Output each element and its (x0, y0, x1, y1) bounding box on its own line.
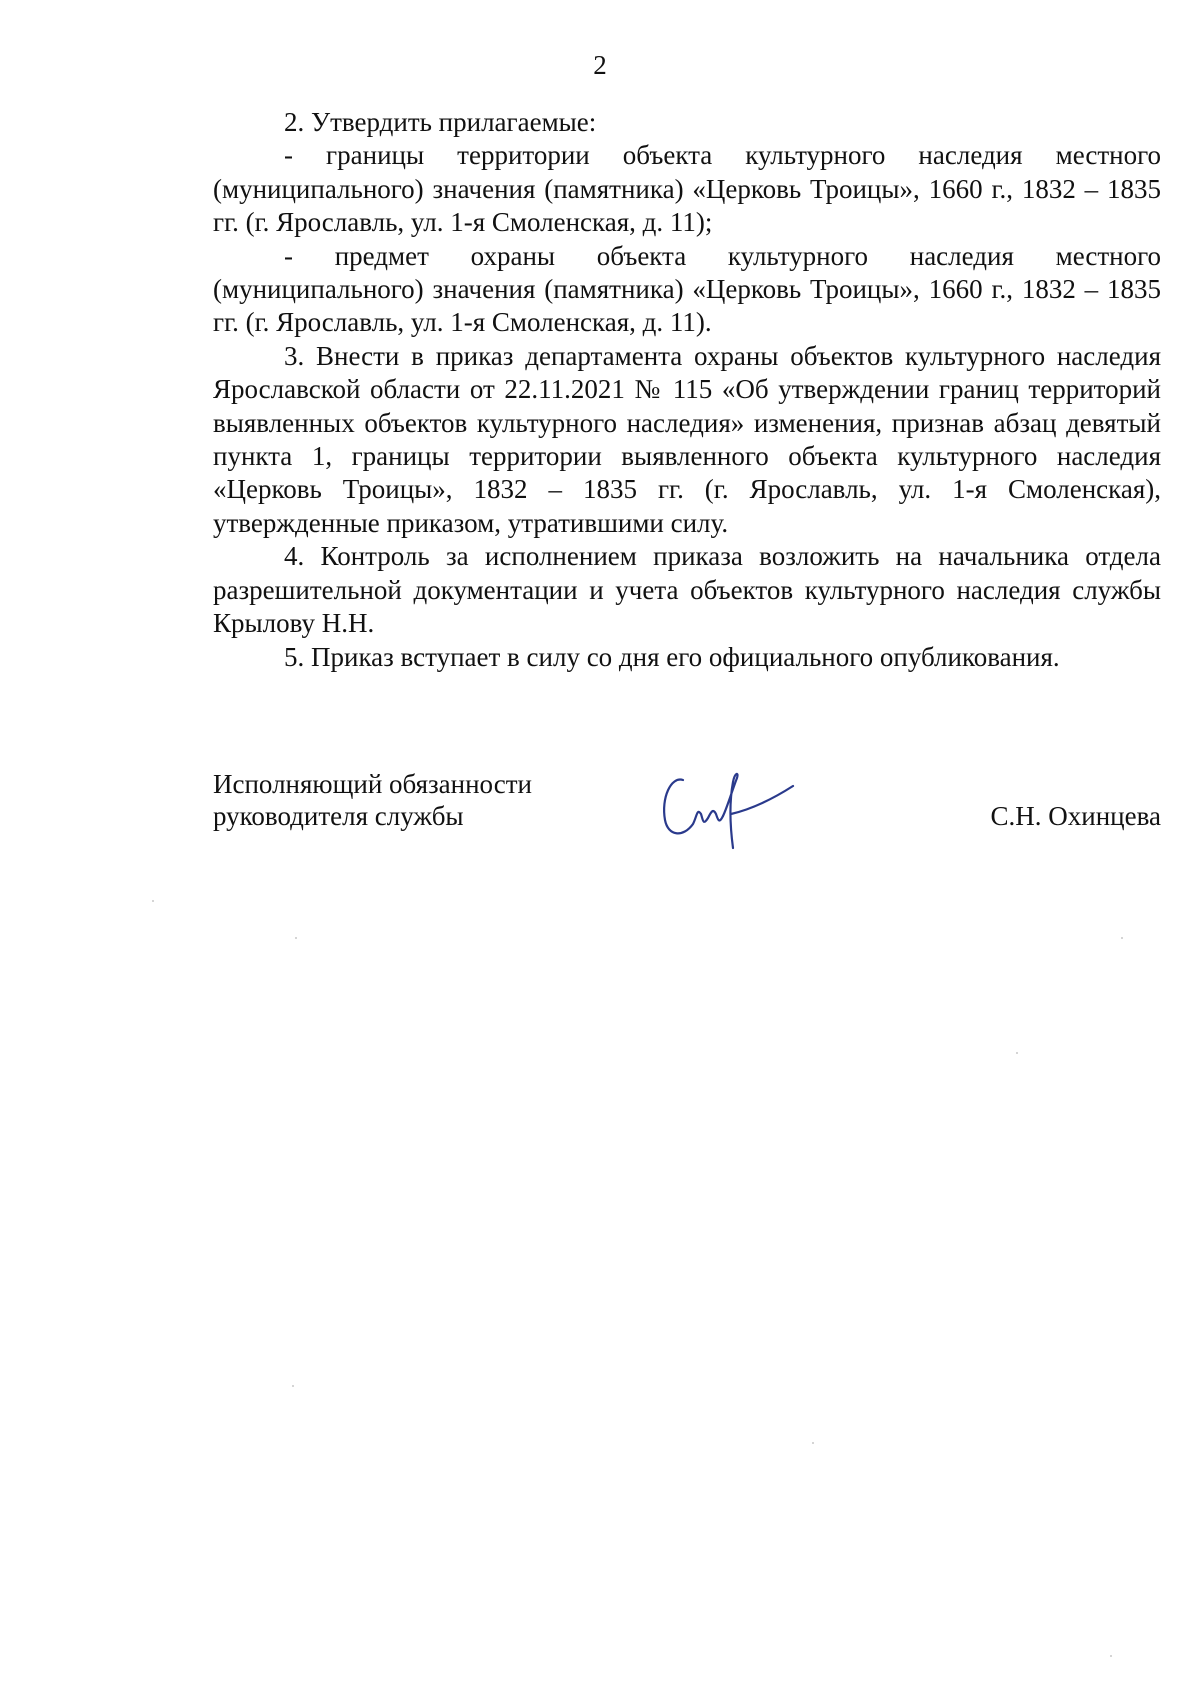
scan-speck (292, 1385, 294, 1387)
scan-speck (1121, 937, 1123, 939)
document-body (213, 106, 1161, 674)
scan-speck (1110, 1655, 1112, 1657)
paragraph-subitem-boundaries: - границы территории объекта культурного наследия местного (муниципального) значения (памятника) «Церковь Троицы», 1660 г., 1832 – 1835 гг. (г. Ярославль, ул. 1-я Смоленская, д. 11); (213, 140, 1161, 238)
signer-position-line-1: Исполняющий обязанности (213, 769, 532, 799)
signature-block (213, 768, 1161, 858)
paragraph-item-3: 3. Внести в приказ департамента охраны объектов культурного наследия Ярославской области от 22.11.2021 № 115 «Об утверждении границ территорий выявленных объектов культурного наследия» изменения, признав абзац девятый пункта 1, границы территории выявленного объекта культурного наследия «Церковь Троицы», 1832 – 1835 гг. (г. Ярославль, ул. 1-я Смоленская), утвержденные приказом, утратившими силу. (213, 340, 1161, 538)
scan-speck (295, 937, 297, 939)
paragraph-item-4: 4. Контроль за исполнением приказа возложить на начальника отдела разрешительной документации и учета объектов культурного наследия службы Крылову Н.Н. (213, 541, 1161, 639)
page-number: 2 (593, 50, 607, 80)
scan-speck (812, 1442, 814, 1444)
paragraph-item-5: 5. Приказ вступает в силу со дня его официального опубликования. (284, 641, 1060, 672)
paragraph-item-2: 2. Утвердить прилагаемые: (284, 107, 597, 137)
paragraph-subitem-protection-subject: - предмет охраны объекта культурного наследия местного (муниципального) значения (памятника) «Церковь Троицы», 1660 г., 1832 – 1835 гг. (г. Ярославль, ул. 1-я Смоленская, д. 11). (213, 240, 1161, 338)
signer-position-line-2: руководителя службы (213, 801, 464, 831)
scan-speck (152, 900, 154, 902)
signer-name: С.Н. Охинцева (990, 801, 1161, 831)
handwritten-signature (653, 758, 803, 858)
scan-speck (1016, 1052, 1018, 1054)
signer-position (213, 768, 532, 832)
